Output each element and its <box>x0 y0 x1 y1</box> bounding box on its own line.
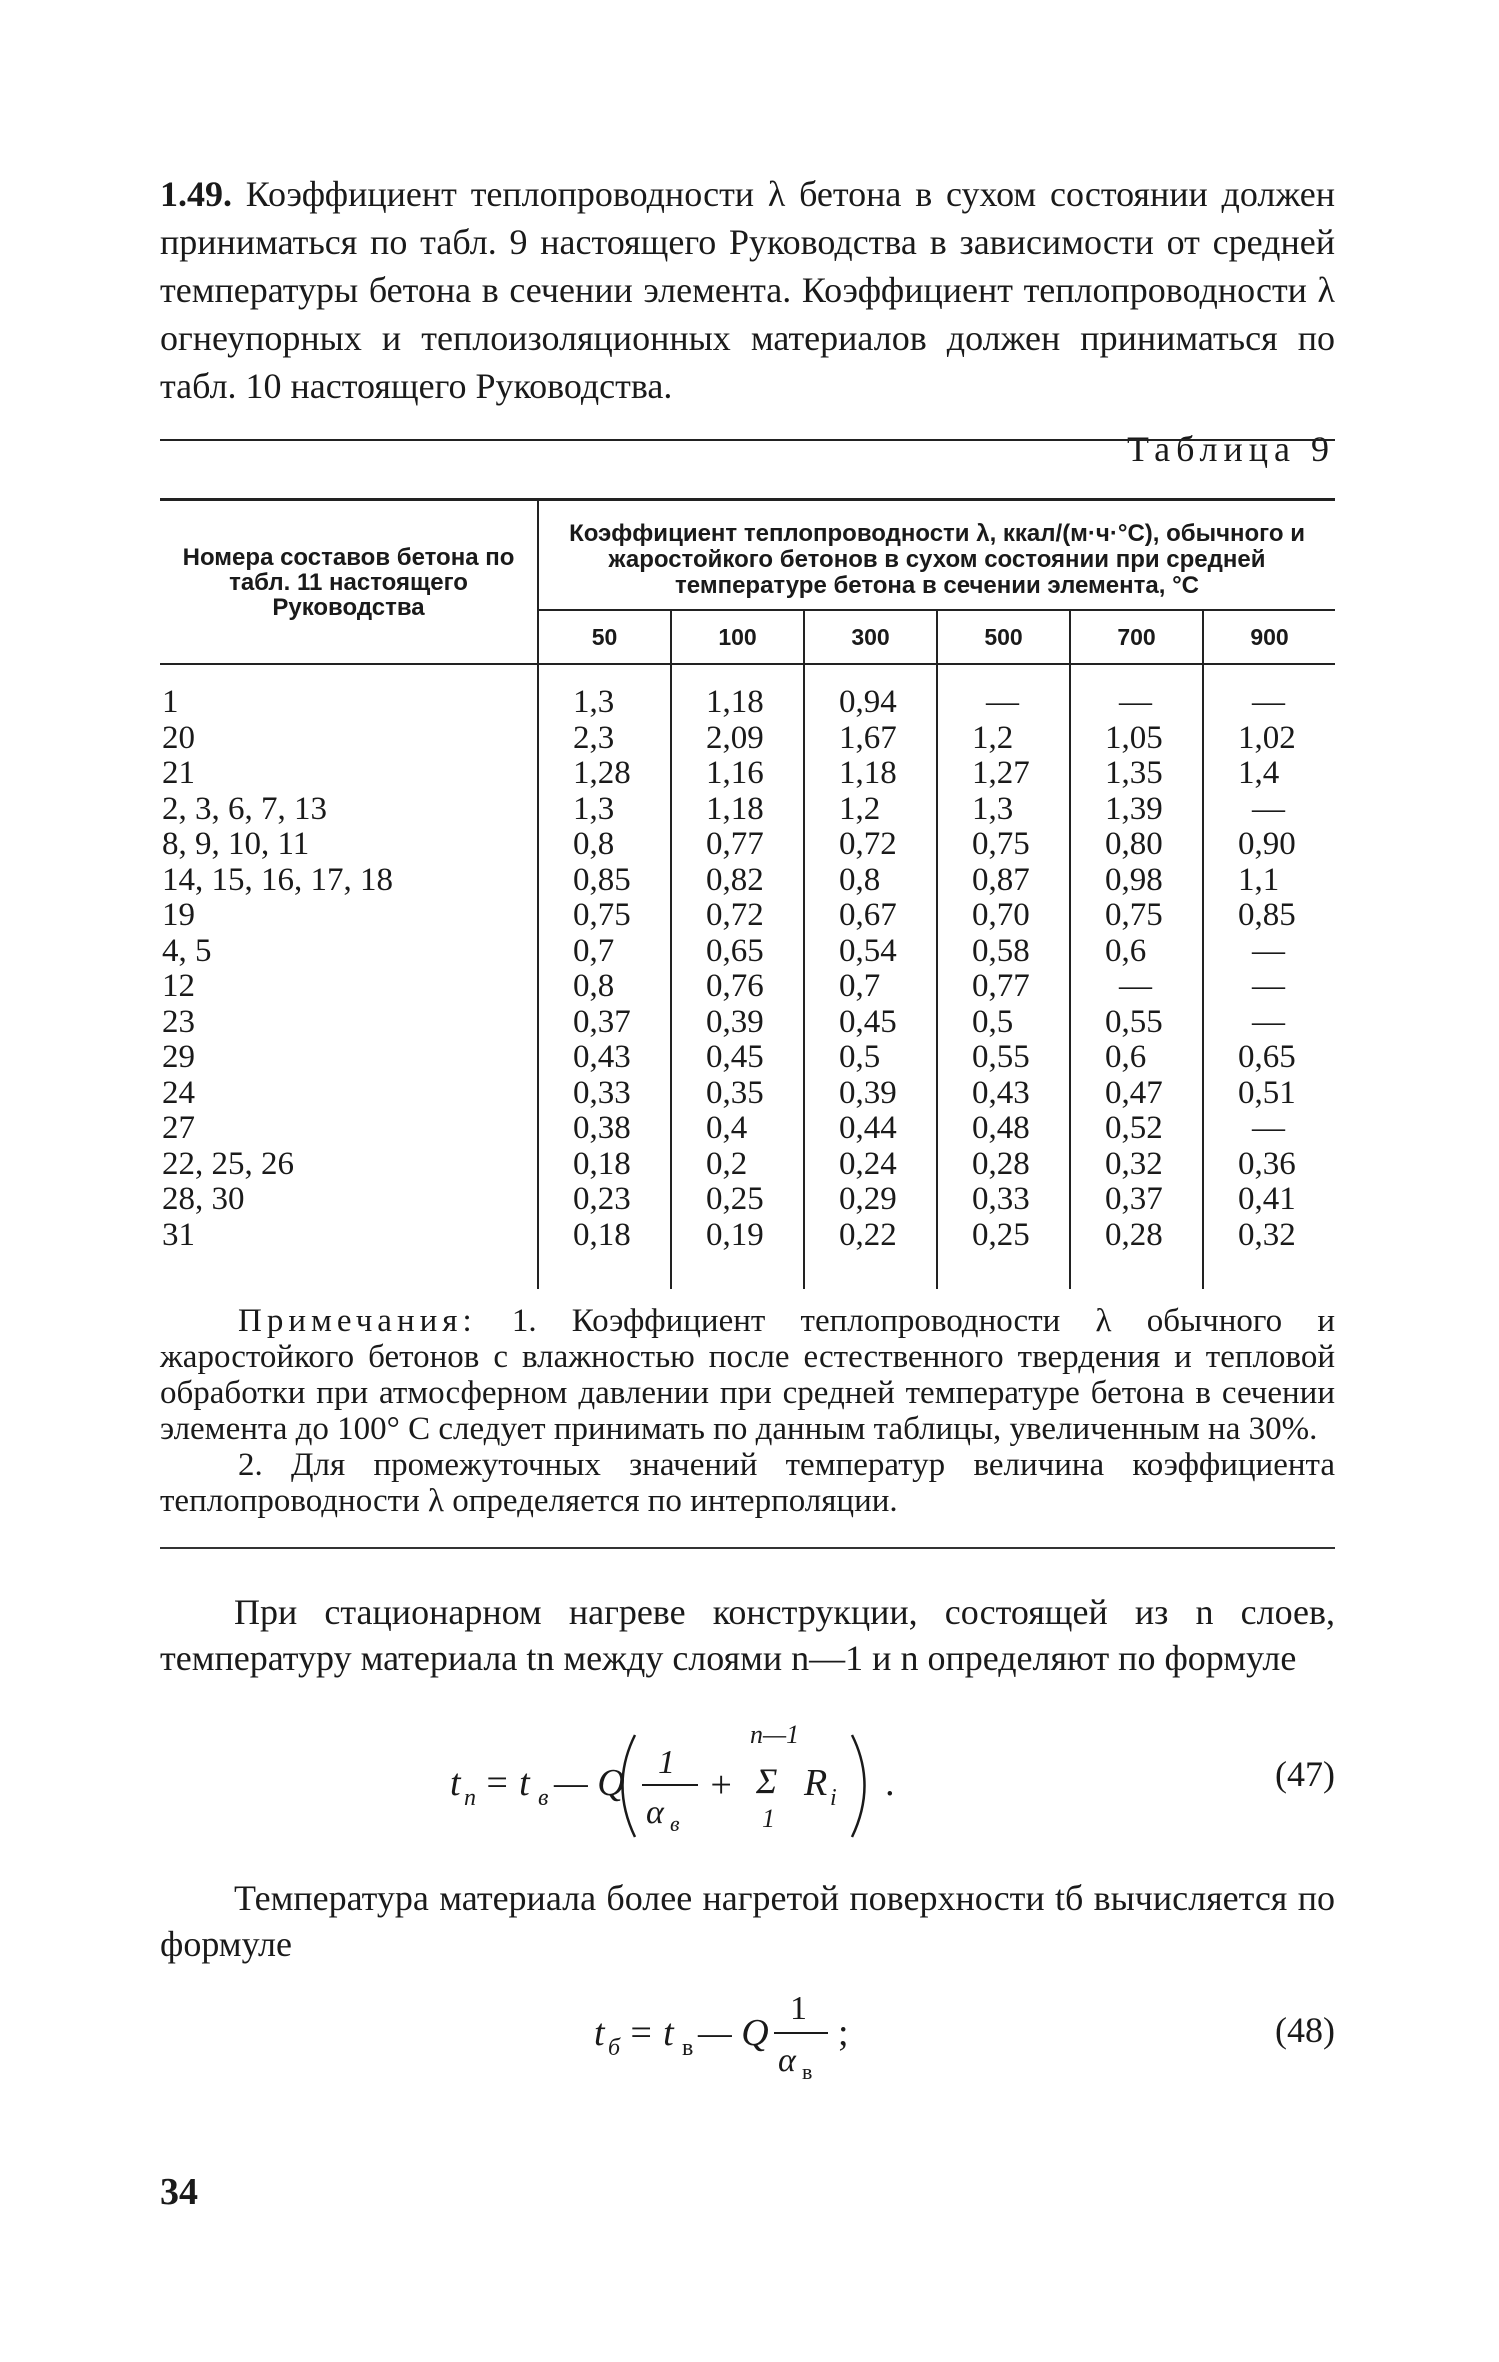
header-composition-numbers: Номера составов бетона по табл. 11 настоящего Руководства <box>160 500 538 665</box>
row-value-cell: — <box>1252 1003 1285 1040</box>
f47-sum-sign: Σ <box>756 1761 778 1801</box>
column-700 <box>1070 664 1203 1289</box>
row-value-cell: — <box>986 684 1019 720</box>
row-composition-cell: 20 <box>162 719 195 756</box>
row-value-cell: 0,75 <box>1105 897 1163 933</box>
f47-eq: = t <box>484 1762 530 1804</box>
row-value-cell: 0,22 <box>839 1216 897 1253</box>
row-value-cell: 0,48 <box>972 1110 1030 1146</box>
paragraph-1-49 <box>160 170 1335 410</box>
column-composition <box>160 664 538 1289</box>
row-value-cell: 0,47 <box>1105 1074 1163 1111</box>
row-value-cell: 0,7 <box>573 932 615 969</box>
row-value-cell: 0,7 <box>839 968 881 1004</box>
row-value-cell: 0,37 <box>1105 1181 1163 1217</box>
row-value-cell: 0,36 <box>1238 1145 1296 1182</box>
row-value-cell: 0,8 <box>573 968 615 1004</box>
f47-r-sub: i <box>830 1785 837 1811</box>
row-value-cell: 0,32 <box>1238 1216 1296 1253</box>
row-value-cell: 0,90 <box>1238 826 1296 862</box>
row-value-cell: 0,72 <box>706 897 764 933</box>
f47-lhs-sub: n <box>464 1785 476 1811</box>
f47-end: . <box>886 1762 896 1804</box>
row-value-cell: 1,18 <box>706 790 764 827</box>
f48-end: ; <box>838 2012 849 2054</box>
formula-47-graphic <box>450 1715 1050 1845</box>
f48-tb-sub: в <box>682 2035 694 2061</box>
row-value-cell: 0,24 <box>839 1145 897 1182</box>
column-300 <box>804 664 937 1289</box>
row-value-cell: 0,35 <box>706 1074 764 1111</box>
header-temp-500: 500 <box>937 610 1070 664</box>
paragraph-surface-temperature <box>160 1875 1335 1967</box>
f47-plus: + <box>708 1764 734 1806</box>
f48-minus-q: — Q <box>698 2012 769 2054</box>
row-value-cell: 0,85 <box>1238 897 1296 933</box>
column-900 <box>1203 664 1335 1289</box>
row-value-cell: 0,5 <box>839 1039 881 1075</box>
row-value-cell: 0,41 <box>1238 1181 1296 1217</box>
row-value-cell: 0,43 <box>573 1039 631 1075</box>
row-value-cell: 0,65 <box>1238 1039 1296 1075</box>
f48-lhs-sub: б <box>608 2035 621 2061</box>
row-value-cell: 0,6 <box>1105 1039 1147 1075</box>
header-temp-50: 50 <box>538 610 671 664</box>
f47-frac-den-sub: в <box>670 1811 680 1836</box>
row-value-cell: 0,51 <box>1238 1074 1296 1111</box>
header-temp-700: 700 <box>1070 610 1203 664</box>
row-value-cell: 1,2 <box>972 719 1014 756</box>
row-value-cell: 0,29 <box>839 1181 897 1217</box>
row-value-cell: 0,52 <box>1105 1110 1163 1146</box>
paragraph-surface-temperature-text: Температура материала более нагретой поверхности tб вычисляется по формуле <box>160 1878 1335 1964</box>
note-1: 1. Коэффициент теплопроводности λ обычного и жаростойкого бетонов с влажностью после естественного твердения и тепловой обработки при атмосферном давлении при средней температуре бетона в сечении элемента до 100° С следует принимать по данным таблицы, увеличенным на 30%. <box>160 1303 1335 1447</box>
row-value-cell: 0,65 <box>706 932 764 969</box>
formula-48-number: (48) <box>1275 2010 1335 2050</box>
row-value-cell: 1,3 <box>573 684 615 720</box>
formula-47-number: (47) <box>1275 1754 1335 1794</box>
f47-frac-den: α <box>646 1794 664 1831</box>
row-value-cell: 1,18 <box>839 755 897 791</box>
header-temp-900: 900 <box>1250 623 1289 650</box>
page-content <box>160 170 1336 2084</box>
row-value-cell: 0,6 <box>1105 932 1147 969</box>
section-number: 1.49. <box>160 174 232 214</box>
formula-47 <box>160 1715 1335 1835</box>
row-value-cell: 0,72 <box>839 826 897 862</box>
row-value-cell: 0,85 <box>573 861 631 898</box>
table-title: Таблица 9 <box>1127 429 1335 469</box>
row-value-cell: — <box>1252 790 1285 827</box>
f47-minus-q: — Q <box>554 1762 625 1804</box>
row-value-cell: 1,39 <box>1105 790 1163 827</box>
page-number: 34 <box>160 2171 198 2213</box>
row-value-cell: — <box>1252 1110 1285 1146</box>
row-value-cell: 0,45 <box>706 1039 764 1075</box>
row-value-cell: 0,2 <box>706 1145 748 1182</box>
row-value-cell: 0,77 <box>972 968 1030 1004</box>
row-value-cell: 0,70 <box>972 897 1030 933</box>
row-value-cell: 0,32 <box>1105 1145 1163 1182</box>
row-value-cell: 1,35 <box>1105 755 1163 791</box>
f47-tb-sub: в <box>538 1785 549 1811</box>
row-value-cell: 0,44 <box>839 1110 897 1146</box>
row-value-cell: 0,5 <box>972 1003 1014 1040</box>
row-value-cell: 0,75 <box>573 897 631 933</box>
row-value-cell: 2,3 <box>573 719 615 756</box>
f48-frac-num: 1 <box>790 1990 807 2027</box>
row-value-cell: 0,33 <box>972 1181 1030 1217</box>
column-50 <box>538 664 671 1289</box>
row-value-cell: 0,94 <box>839 684 897 720</box>
notes-lead: Примечания: <box>238 1303 477 1339</box>
row-value-cell: 0,80 <box>1105 826 1163 862</box>
row-value-cell: 1,67 <box>839 719 897 756</box>
f48-frac-den-sub: в <box>802 2059 813 2084</box>
row-value-cell: 0,39 <box>706 1003 764 1040</box>
row-composition-cell: 28, 30 <box>162 1181 245 1217</box>
section-divider <box>160 1547 1335 1549</box>
thermal-conductivity-table <box>160 498 1335 1289</box>
table-notes <box>160 1303 1335 1519</box>
paragraph-text: Коэффициент теплопроводности λ бетона в сухом состоянии должен приниматься по табл. 9 настоящего Руководства в зависимости от средней температуры бетона в сечении элемента. Коэффициент теплопроводности λ огнеупорных и теплоизоляционных материалов должен приниматься по табл. 10 настоящего Руководства. <box>160 174 1336 406</box>
row-value-cell: 0,87 <box>972 861 1030 898</box>
row-value-cell: 0,82 <box>706 861 764 898</box>
row-value-cell: 0,67 <box>839 897 897 933</box>
row-value-cell: 1,05 <box>1105 719 1163 756</box>
column-500 <box>937 664 1070 1289</box>
paragraph-stationary-heating-text: При стационарном нагреве конструкции, состоящей из n слоев, температуру материала tn между слоями n—1 и n определяют по формуле <box>160 1592 1335 1678</box>
row-value-cell: — <box>1252 684 1285 720</box>
row-value-cell: 1,2 <box>839 790 881 827</box>
row-value-cell: 0,98 <box>1105 861 1163 898</box>
row-value-cell: 0,28 <box>1105 1216 1163 1253</box>
row-value-cell: 0,75 <box>972 826 1030 862</box>
row-value-cell: 1,28 <box>573 755 631 791</box>
f48-eq: = t <box>628 2012 674 2054</box>
row-value-cell: 1,27 <box>972 755 1030 791</box>
row-composition-cell: 14, 15, 16, 17, 18 <box>162 861 393 898</box>
row-value-cell: 0,4 <box>706 1110 748 1146</box>
row-value-cell: 0,33 <box>573 1074 631 1111</box>
row-value-cell: 0,55 <box>1105 1003 1163 1040</box>
f47-r: R <box>804 1762 828 1804</box>
row-value-cell: — <box>1119 968 1152 1004</box>
row-composition-cell: 12 <box>162 968 195 1004</box>
row-composition-cell: 19 <box>162 897 195 933</box>
row-value-cell: 0,18 <box>573 1216 631 1253</box>
row-value-cell: 1,1 <box>1238 861 1280 898</box>
f48-lhs: t <box>594 2012 605 2054</box>
column-100 <box>671 664 804 1289</box>
row-composition-cell: 22, 25, 26 <box>162 1145 294 1182</box>
row-composition-cell: 1 <box>162 684 179 720</box>
row-value-cell: — <box>1252 968 1285 1004</box>
row-value-cell: 0,8 <box>573 826 615 862</box>
f47-sum-top: n—1 <box>750 1720 800 1749</box>
row-value-cell: 0,58 <box>972 932 1030 969</box>
row-composition-cell: 24 <box>162 1074 195 1111</box>
header-temp-300: 300 <box>804 610 937 664</box>
f47-sum-bottom: 1 <box>762 1804 775 1833</box>
row-value-cell: 1,4 <box>1238 755 1280 791</box>
row-composition-cell: 29 <box>162 1039 195 1075</box>
row-composition-cell: 31 <box>162 1216 195 1253</box>
row-composition-cell: 4, 5 <box>162 932 212 969</box>
row-value-cell: 0,77 <box>706 826 764 862</box>
row-value-cell: 0,43 <box>972 1074 1030 1111</box>
row-value-cell: 1,3 <box>573 790 615 827</box>
formula-48 <box>160 1979 1335 2084</box>
row-value-cell: 1,16 <box>706 755 764 791</box>
row-value-cell: 0,18 <box>573 1145 631 1182</box>
row-value-cell: 0,55 <box>972 1039 1030 1075</box>
row-value-cell: 0,76 <box>706 968 764 1004</box>
row-composition-cell: 23 <box>162 1003 195 1040</box>
f48-frac-den: α <box>778 2042 796 2079</box>
row-value-cell: 0,38 <box>573 1110 631 1146</box>
row-value-cell: 0,25 <box>706 1181 764 1217</box>
row-value-cell: 0,54 <box>839 932 897 969</box>
row-value-cell: 0,37 <box>573 1003 631 1040</box>
row-value-cell: 2,09 <box>706 719 764 756</box>
row-value-cell: 0,25 <box>972 1216 1030 1253</box>
row-composition-cell: 27 <box>162 1110 195 1146</box>
f47-frac-num: 1 <box>658 1744 675 1781</box>
row-value-cell: 0,45 <box>839 1003 897 1040</box>
row-value-cell: 1,02 <box>1238 719 1296 756</box>
row-value-cell: 1,3 <box>972 790 1014 827</box>
row-value-cell: — <box>1119 684 1152 720</box>
row-value-cell: 1,18 <box>706 684 764 720</box>
f47-lhs: t <box>450 1762 461 1804</box>
row-value-cell: 0,23 <box>573 1181 631 1217</box>
row-value-cell: 0,28 <box>972 1145 1030 1182</box>
row-value-cell: — <box>1252 932 1285 969</box>
row-value-cell: 0,39 <box>839 1074 897 1111</box>
header-temp-100: 100 <box>671 610 804 664</box>
row-value-cell: 0,19 <box>706 1216 764 1253</box>
row-value-cell: 0,8 <box>839 861 881 898</box>
row-composition-cell: 8, 9, 10, 11 <box>162 826 310 862</box>
row-composition-cell: 21 <box>162 755 195 791</box>
paragraph-stationary-heating <box>160 1589 1335 1681</box>
note-2: 2. Для промежуточных значений температур величина коэффициента теплопроводности λ определяется по интерполяции. <box>160 1447 1335 1519</box>
header-coefficient: Коэффициент теплопроводности λ, ккал/(м·ч·°С), обычного и жаростойкого бетонов в сухом состоянии при средней температуре бетона в сечении элемента, °С <box>538 500 1335 611</box>
formula-48-graphic <box>594 1979 914 2089</box>
row-composition-cell: 2, 3, 6, 7, 13 <box>162 790 327 827</box>
